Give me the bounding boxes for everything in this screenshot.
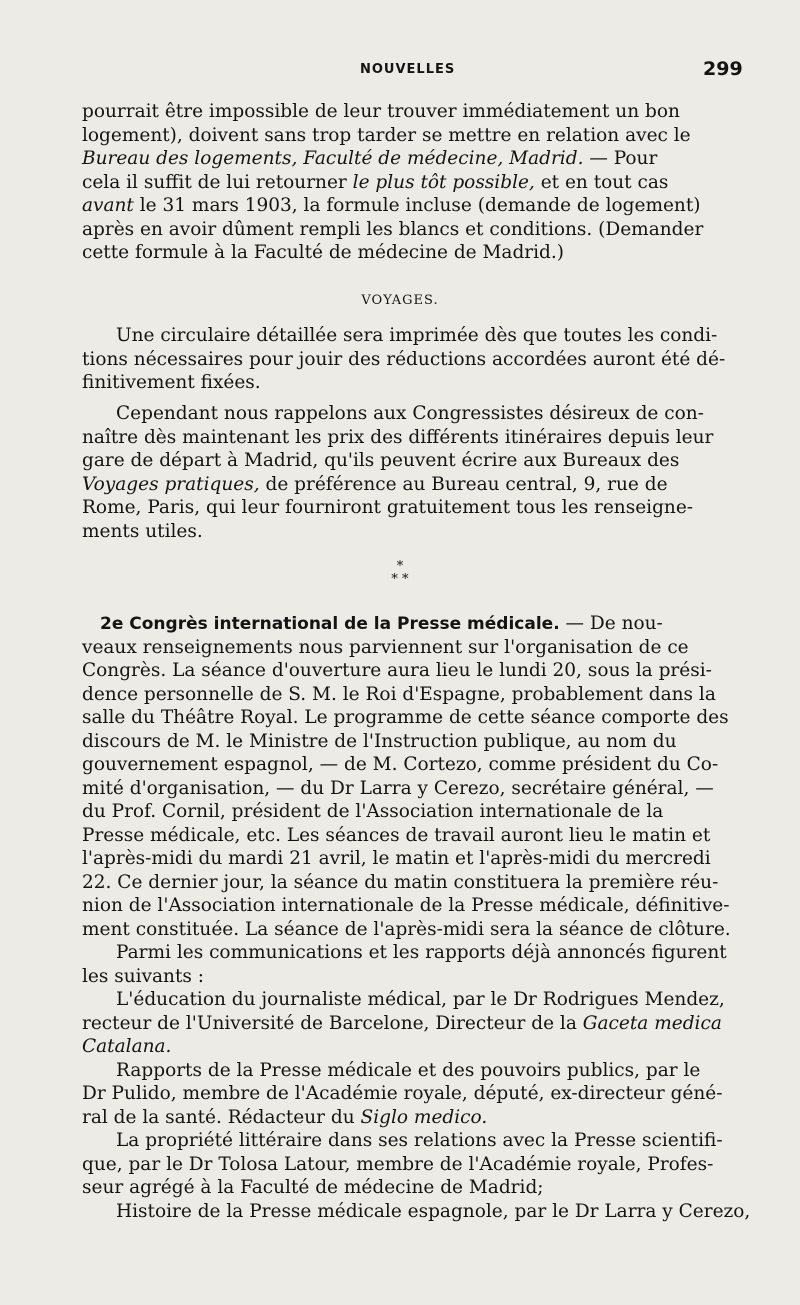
text-fragment: recteur de l'Université de Barcelone, Directeur de la bbox=[82, 1012, 583, 1034]
page-number: 299 bbox=[703, 58, 743, 80]
text-line: La propriété littéraire dans ses relations avec la Presse scientifi- bbox=[116, 1130, 723, 1151]
text-line: pourrait être impossible de leur trouver immédiatement un bon bbox=[82, 101, 680, 122]
text-line bbox=[82, 473, 764, 497]
text-line: ment constituée. La séance de l'après-midi sera la séance de clôture. bbox=[82, 918, 731, 940]
text-line: tions nécessaires pour jouir des réductions accordées auront été dé- bbox=[82, 348, 726, 370]
text-line: Rome, Paris, qui leur fourniront gratuitement tous les renseigne- bbox=[82, 497, 694, 518]
paragraph-logement bbox=[82, 100, 764, 265]
text-line: du Prof. Cornil, président de l'Association internationale de la bbox=[82, 801, 664, 822]
text-line: Congrès. La séance d'ouverture aura lieu le lundi 20, sous la prési- bbox=[82, 660, 712, 681]
text-line: ments utiles. bbox=[82, 520, 203, 542]
paragraph-circulaire bbox=[82, 324, 764, 395]
text-line: gouvernement espagnol, — de M. Cortezo, comme président du Co- bbox=[82, 754, 719, 775]
text-fragment: cela il suffit de lui retourner bbox=[82, 171, 353, 193]
text-line: Rapports de la Presse médicale et des pouvoirs publics, par le bbox=[116, 1059, 701, 1081]
text-fragment: ral de la santé. Rédacteur du bbox=[82, 1106, 361, 1128]
text-line: mité d'organisation, — du Dr Larra y Cerezo, secrétaire général, — bbox=[82, 777, 714, 799]
text-line: L'éducation du journaliste médical, par le Dr Rodrigues Mendez, bbox=[116, 989, 725, 1010]
text-line: cette formule à la Faculté de médecine de Madrid.) bbox=[82, 242, 565, 263]
italic-text: avant bbox=[82, 195, 134, 216]
text-line: seur agrégé à la Faculté de médecine de Madrid; bbox=[82, 1177, 544, 1198]
text-line bbox=[82, 147, 764, 171]
text-line: Presse médicale, etc. Les séances de travail auront lieu le matin et bbox=[82, 824, 711, 846]
running-header: NOUVELLES bbox=[360, 62, 456, 77]
text-line: que, par le Dr Tolosa Latour, membre de l'Académie royale, Profes- bbox=[82, 1153, 714, 1175]
text-fragment: et en tout cas bbox=[534, 171, 669, 193]
paragraph-prix bbox=[82, 402, 764, 543]
text-line bbox=[82, 171, 764, 195]
text-line: Parmi les communications et les rapports déjà annoncés figurent bbox=[116, 942, 727, 963]
text-line bbox=[82, 194, 764, 218]
text-line: Cependant nous rappelons aux Congressistes désireux de con- bbox=[116, 403, 704, 424]
text-line: Histoire de la Presse médicale espagnole, par le Dr Larra y Cerezo, bbox=[116, 1200, 751, 1222]
text-line: salle du Théâtre Royal. Le programme de cette séance comporte des bbox=[82, 707, 729, 728]
text-line: discours de M. le Ministre de l'Instruction publique, au nom du bbox=[82, 730, 677, 752]
text-line: Dr Pulido, membre de l'Académie royale, député, ex-directeur géné- bbox=[82, 1083, 723, 1104]
text-line: l'après-midi du mardi 21 avril, le matin et l'après-midi du mercredi bbox=[82, 848, 711, 869]
paragraph-congres bbox=[82, 612, 764, 1223]
asterism-top: * bbox=[396, 559, 404, 574]
text-line: après en avoir dûment rempli les blancs et conditions. (Demander bbox=[82, 218, 704, 240]
text-line: logement), doivent sans trop tarder se mettre en relation avec le bbox=[82, 124, 691, 146]
text-line: gare de départ à Madrid, qu'ils peuvent écrire aux Bureaux des bbox=[82, 450, 680, 471]
text-fragment: de préférence au Bureau central, 9, rue de bbox=[259, 473, 668, 495]
text-line: naître dès maintenant les prix des différents itinéraires depuis leur bbox=[82, 426, 714, 448]
section-title: 2e Congrès international de la Presse médicale. bbox=[100, 614, 560, 634]
italic-text: Voyages pratiques, bbox=[82, 473, 260, 495]
text-line: veaux renseignements nous parviennent sur l'organisation de ce bbox=[82, 636, 689, 658]
text-line: Une circulaire détaillée sera imprimée dès que toutes les condi- bbox=[116, 325, 718, 346]
text-line bbox=[82, 1106, 764, 1130]
text-fragment: — Pour bbox=[583, 148, 658, 169]
text-line: dence personnelle de S. M. le Roi d'Espagne, probablement dans la bbox=[82, 683, 716, 705]
text-line bbox=[82, 1012, 764, 1036]
italic-text: Gaceta medica bbox=[582, 1012, 722, 1034]
text-line bbox=[82, 1035, 764, 1059]
asterism-bottom: * * bbox=[391, 572, 409, 587]
italic-text: Bureau des logements, Faculté de médecine, Madrid. bbox=[82, 148, 584, 169]
section-heading-voyages: VOYAGES. bbox=[361, 293, 439, 308]
italic-text: Siglo medico. bbox=[360, 1106, 488, 1128]
text-line: les suivants : bbox=[82, 965, 205, 987]
italic-text: le plus tôt possible, bbox=[352, 171, 535, 193]
text-line: 22. Ce dernier jour, la séance du matin constituera la première réu- bbox=[82, 871, 719, 893]
text-fragment: le 31 mars 1903, la formule incluse (demande de logement) bbox=[133, 195, 701, 216]
text-line bbox=[82, 612, 764, 636]
text-fragment: — De nou- bbox=[559, 613, 663, 634]
italic-text: Catalana. bbox=[82, 1036, 172, 1057]
text-line: finitivement fixées. bbox=[82, 372, 261, 393]
text-line: nion de l'Association internationale de la Presse médicale, définitive- bbox=[82, 895, 730, 916]
